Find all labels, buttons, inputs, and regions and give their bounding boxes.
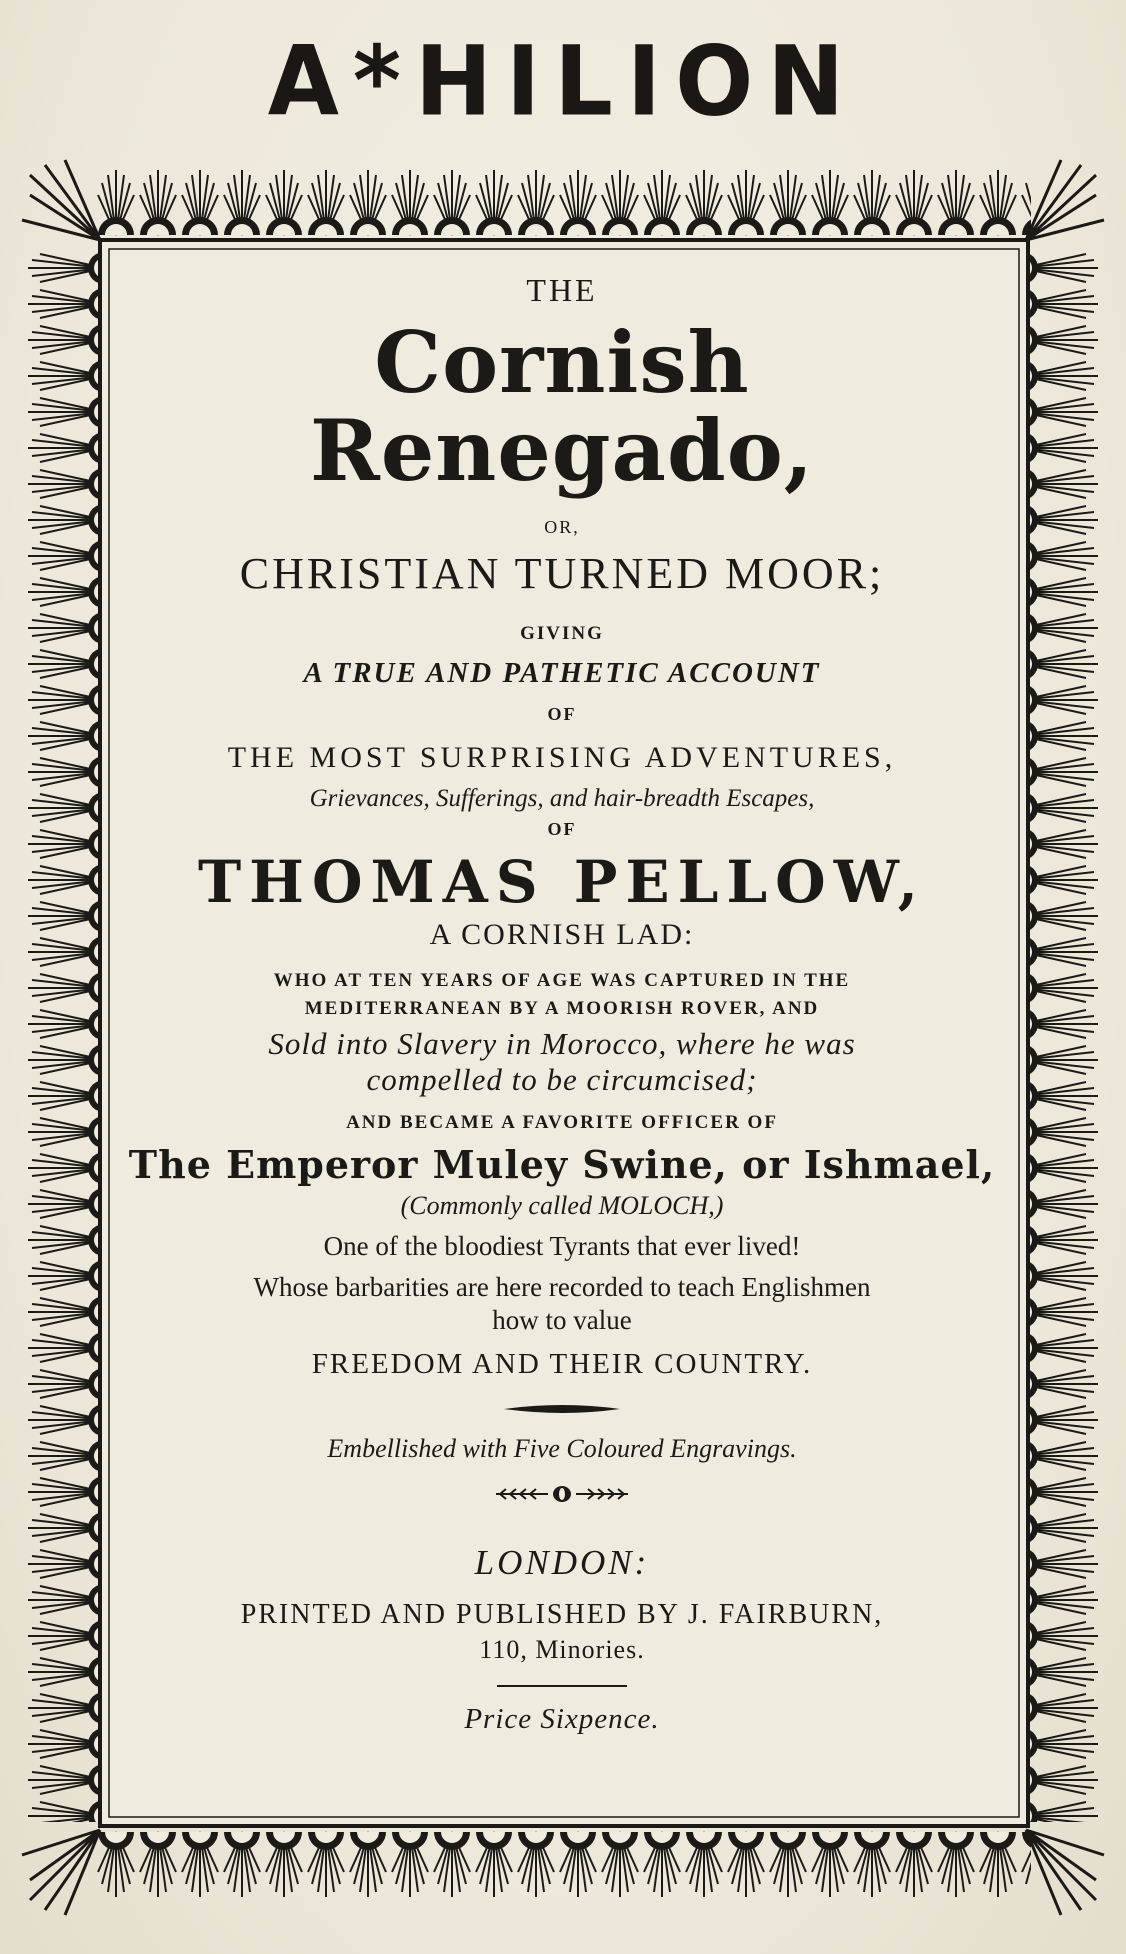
engravings-note: Embellished with Five Coloured Engravings. (327, 1434, 797, 1464)
protagonist-name: THOMAS PELLOW, (198, 848, 926, 917)
how-to-value-text: how to value (492, 1305, 632, 1336)
subtitle: CHRISTIAN TURNED MOOR; (239, 549, 885, 599)
moloch-text: (Commonly called MOLOCH,) (400, 1191, 724, 1221)
stamp-heading: A*HILION (267, 25, 859, 138)
price-text: Price Sixpence. (464, 1703, 660, 1736)
of-connector-1: OF (547, 704, 577, 725)
emperor-name: The Emperor Muley Swine, or Ishmael, (128, 1142, 996, 1188)
price-divider (497, 1685, 627, 1687)
slavery-line-1: Sold into Slavery in Morocco, where he was (268, 1026, 856, 1062)
tyrant-text: One of the bloodiest Tyrants that ever lived! (323, 1231, 801, 1262)
true-account-text: A TRUE AND PATHETIC ACCOUNT (303, 657, 821, 690)
of-connector-2: OF (547, 819, 577, 840)
adventures-text: THE MOST SURPRISING ADVENTURES, (227, 741, 897, 775)
title-text-block (112, 272, 1012, 1736)
cornish-lad-text: A CORNISH LAD: (429, 918, 695, 952)
slavery-line-2: compelled to be circumcised; (366, 1062, 758, 1098)
main-title: Cornish Renegado, (310, 313, 814, 501)
capture-line-1: WHO AT TEN YEARS OF AGE WAS CAPTURED IN THE (273, 970, 851, 992)
the-heading: THE (526, 272, 598, 308)
grievances-text: Grievances, Sufferings, and hair-breadth Escapes, (309, 785, 815, 813)
ornament-rule-icon (502, 1403, 622, 1415)
or-connector: OR, (544, 517, 580, 538)
london-imprint: LONDON: (474, 1543, 650, 1583)
publisher-address: 110, Minories. (479, 1635, 645, 1665)
freedom-text: FREEDOM AND THEIR COUNTRY. (311, 1348, 813, 1381)
giving-text: GIVING (520, 623, 604, 645)
became-officer-text: AND BECAME A FAVORITE OFFICER OF (346, 1112, 778, 1134)
publisher-line: PRINTED AND PUBLISHED BY J. FAIRBURN, (240, 1599, 884, 1631)
capture-line-2: MEDITERRANEAN BY A MOORISH ROVER, AND (304, 998, 820, 1020)
fleuron-ornament-icon (492, 1484, 632, 1504)
barbarities-text: Whose barbarities are here recorded to teach Englishmen (253, 1272, 871, 1303)
